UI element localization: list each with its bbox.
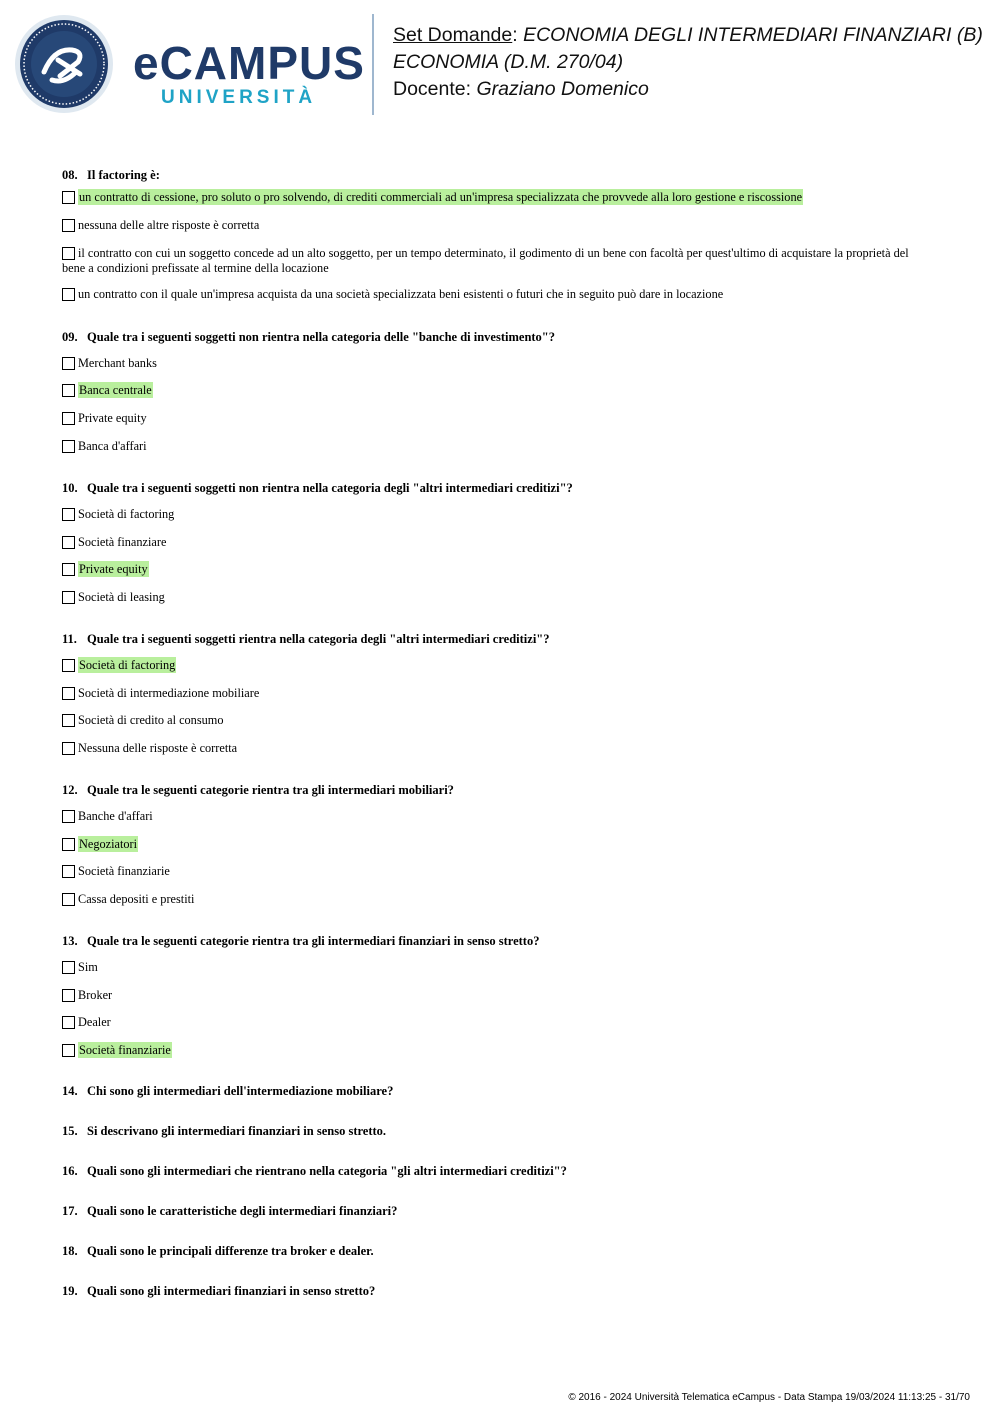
- checkbox[interactable]: [62, 563, 75, 576]
- answer-option: [62, 837, 930, 852]
- answer-text: un contratto con il quale un'impresa acquista da una società specializzata beni esistenti o futuri che in seguito può dare in locazione: [78, 287, 724, 301]
- logo-wordmark: eCAMPUS: [133, 37, 365, 89]
- question-text: Quale tra le seguenti categorie rientra tra gli intermediari mobiliari?: [87, 783, 454, 797]
- checkbox[interactable]: [62, 357, 75, 370]
- set-label: Set Domande: [393, 24, 513, 46]
- question-title: [62, 1284, 375, 1299]
- answer-text: Cassa depositi e prestiti: [78, 892, 195, 906]
- checkbox[interactable]: [62, 247, 75, 260]
- answer-option: [62, 809, 930, 824]
- checkbox[interactable]: [62, 865, 75, 878]
- checkbox[interactable]: [62, 384, 75, 397]
- question-text: Quale tra i seguenti soggetti rientra nella categoria degli "altri intermediari creditizi"?: [87, 632, 550, 646]
- correct-answer-text: Banca centrale: [79, 383, 152, 397]
- checkbox[interactable]: [62, 810, 75, 823]
- page-header: [0, 0, 1000, 130]
- checkbox[interactable]: [62, 989, 75, 1002]
- question-text: Si descrivano gli intermediari finanziari in senso stretto.: [87, 1124, 387, 1138]
- checkbox[interactable]: [62, 288, 75, 301]
- course-line: Set Domande: ECONOMIA DEGLI INTERMEDIARI FINANZIARI (B): [393, 24, 983, 46]
- answer-text: Private equity: [78, 411, 147, 425]
- question-title: [62, 330, 555, 345]
- answer-option: [62, 988, 930, 1003]
- answer-text: Società finanziarie: [78, 864, 170, 878]
- question-text: Quali sono le principali differenze tra broker e dealer.: [87, 1244, 374, 1258]
- checkbox[interactable]: [62, 219, 75, 232]
- answer-option: [62, 864, 930, 879]
- answer-text: Società finanziare: [78, 535, 167, 549]
- question-text: Il factoring è:: [87, 168, 160, 182]
- correct-answer-text: un contratto di cessione, pro soluto o pro solvendo, di crediti commerciali ad un'impresa specializzata che provvede alla loro gestione e riscossione: [79, 190, 803, 204]
- question-title: [62, 1204, 397, 1219]
- answer-option: [62, 535, 930, 550]
- question-title: [62, 1164, 567, 1179]
- answer-text: nessuna delle altre risposte è corretta: [78, 218, 260, 232]
- answer-text: Società di credito al consumo: [78, 713, 224, 727]
- answer-text: Merchant banks: [78, 356, 157, 370]
- answer-text: Banche d'affari: [78, 809, 153, 823]
- checkbox[interactable]: [62, 508, 75, 521]
- answer-text: Società di leasing: [78, 590, 165, 604]
- question-number: 11.: [62, 632, 77, 646]
- teacher-name: Graziano Domenico: [476, 78, 649, 100]
- checkbox[interactable]: [62, 961, 75, 974]
- question-text: Quali sono gli intermediari che rientrano nella categoria "gli altri intermediari creditizi"?: [87, 1164, 567, 1178]
- question-text: Quale tra i seguenti soggetti non rientra nella categoria degli "altri intermediari creditizi"?: [87, 481, 573, 495]
- checkbox[interactable]: [62, 191, 75, 204]
- question-title: [62, 168, 160, 183]
- header-divider: [372, 14, 374, 115]
- answer-text: Dealer: [78, 1015, 111, 1029]
- answer-option: [62, 562, 930, 577]
- question-number: 14.: [62, 1084, 78, 1098]
- question-number: 08.: [62, 168, 78, 182]
- answer-option: [62, 246, 930, 276]
- checkbox[interactable]: [62, 659, 75, 672]
- question-number: 19.: [62, 1284, 78, 1298]
- correct-answer-text: Società di factoring: [79, 658, 176, 672]
- correct-answer-text: Negoziatori: [79, 837, 138, 851]
- university-seal-icon: [14, 14, 114, 114]
- answer-text: Banca d'affari: [78, 439, 147, 453]
- question-number: 10.: [62, 481, 78, 495]
- checkbox[interactable]: [62, 687, 75, 700]
- question-text: Quali sono le caratteristiche degli intermediari finanziari?: [87, 1204, 398, 1218]
- answer-text: il contratto con cui un soggetto concede ad un alto soggetto, per un tempo determinato, il godimento di un bene con facoltà per quest'ultimo di acquistare la proprietà del bene a condizioni prefissate al termine della locazione: [62, 246, 909, 275]
- answer-option: [62, 1015, 930, 1030]
- answer-option: [62, 658, 930, 673]
- question-title: [62, 1244, 374, 1259]
- answer-option: [62, 356, 930, 371]
- question-number: 17.: [62, 1204, 78, 1218]
- correct-answer-text: Private equity: [79, 562, 148, 576]
- checkbox[interactable]: [62, 714, 75, 727]
- header-info: [393, 22, 983, 103]
- teacher-line: [393, 76, 983, 103]
- answer-text: Sim: [78, 960, 98, 974]
- checkbox[interactable]: [62, 591, 75, 604]
- question-title: [62, 1084, 393, 1099]
- question-title: [62, 934, 539, 949]
- checkbox[interactable]: [62, 893, 75, 906]
- question-number: 09.: [62, 330, 78, 344]
- answer-option: [62, 190, 930, 205]
- question-title: [62, 632, 550, 647]
- checkbox[interactable]: [62, 742, 75, 755]
- answer-option: [62, 960, 930, 975]
- answer-option: [62, 713, 930, 728]
- checkbox[interactable]: [62, 838, 75, 851]
- question-number: 12.: [62, 783, 78, 797]
- answer-option: [62, 892, 930, 907]
- question-title: [62, 1124, 386, 1139]
- teacher-label: Docente:: [393, 78, 472, 100]
- answer-option: [62, 1043, 930, 1058]
- page-footer: © 2016 - 2024 Università Telematica eCampus - Data Stampa 19/03/2024 11:13:25 - 31/70: [568, 1392, 970, 1403]
- question-title: [62, 783, 454, 798]
- checkbox[interactable]: [62, 1016, 75, 1029]
- question-text: Quale tra i seguenti soggetti non rientra nella categoria delle "banche di investimento"?: [87, 330, 555, 344]
- checkbox[interactable]: [62, 412, 75, 425]
- answer-option: [62, 507, 930, 522]
- question-number: 18.: [62, 1244, 78, 1258]
- question-text: Quale tra le seguenti categorie rientra tra gli intermediari finanziari in senso stretto?: [87, 934, 540, 948]
- answer-option: [62, 741, 930, 756]
- degree-line: ECONOMIA (D.M. 270/04): [393, 51, 624, 73]
- checkbox[interactable]: [62, 1044, 75, 1057]
- question-number: 16.: [62, 1164, 78, 1178]
- question-text: Chi sono gli intermediari dell'intermediazione mobiliare?: [87, 1084, 394, 1098]
- question-number: 13.: [62, 934, 78, 948]
- question-number: 15.: [62, 1124, 78, 1138]
- answer-option: [62, 287, 930, 302]
- question-text: Quali sono gli intermediari finanziari in senso stretto?: [87, 1284, 376, 1298]
- answer-text: Società di intermediazione mobiliare: [78, 686, 260, 700]
- correct-answer-text: Società finanziarie: [79, 1043, 171, 1057]
- answer-option: [62, 439, 930, 454]
- answer-text: Società di factoring: [78, 507, 175, 521]
- course-title: ECONOMIA DEGLI INTERMEDIARI FINANZIARI (B): [523, 24, 983, 46]
- answer-option: [62, 383, 930, 398]
- answer-option: [62, 590, 930, 605]
- logo-subtitle: UNIVERSITÀ: [161, 87, 317, 108]
- answer-text: Broker: [78, 988, 113, 1002]
- answer-option: [62, 686, 930, 701]
- answer-option: [62, 411, 930, 426]
- question-title: [62, 481, 573, 496]
- answer-text: Nessuna delle risposte è corretta: [78, 741, 238, 755]
- checkbox[interactable]: [62, 536, 75, 549]
- answer-option: [62, 218, 930, 233]
- checkbox[interactable]: [62, 440, 75, 453]
